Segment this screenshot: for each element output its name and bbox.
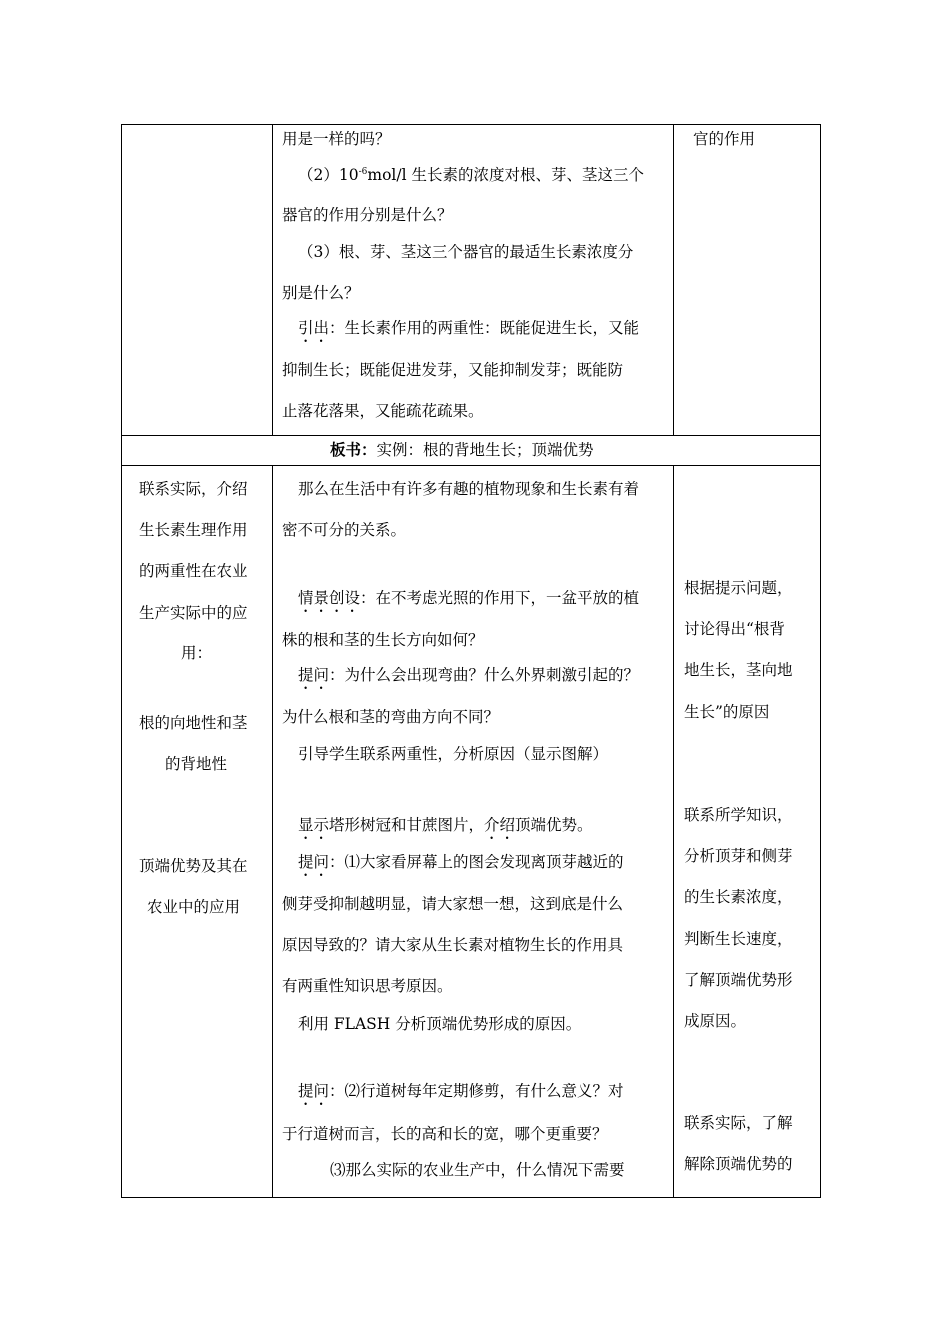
text-line: 原因导致的？请大家从生长素对植物生长的作用具: [282, 936, 624, 954]
board-summary: 板书：实例：根的背地生长；顶端优势: [330, 440, 594, 459]
text-line: 的生长素浓度，: [684, 888, 793, 906]
text-line: 顶端优势及其在: [139, 857, 248, 875]
text-line: 为什么根和茎的弯曲方向不同？: [282, 708, 500, 726]
text-line: 官的作用: [693, 130, 756, 148]
text-line: 根的向地性和茎: [139, 714, 248, 732]
text-line: 联系所学知识，: [684, 806, 793, 824]
text-line: 讨论得出“根背: [684, 620, 785, 638]
text-line: $(2)10^{-6}mol/l$ 生长素的浓度对根、芽、茎这三个: [298, 166, 644, 184]
text-line: 器官的作用分别是什么？: [282, 206, 453, 224]
text-line: 有两重性知识思考原因。: [282, 977, 453, 995]
text-line: 分析顶芽和侧芽: [684, 847, 793, 865]
text-line: 用是一样的吗？: [282, 130, 391, 148]
col-divider-3: [272, 465, 273, 1198]
text-line: 地生长，茎向地: [684, 661, 793, 679]
text-line: 止落花落果，又能疏花疏果。: [282, 402, 484, 420]
text-line: 株的根和茎的生长方向如何？: [282, 631, 484, 649]
text-line: 的背地性: [165, 755, 228, 773]
text-line: 于行道树而言，长的高和长的宽，哪个更重要？: [282, 1125, 608, 1143]
text-line: 提问：⑵行道树每年定期修剪，有什么意义？对: [298, 1082, 624, 1100]
text-line: 显示塔形树冠和甘蔗图片，介绍顶端优势。: [298, 816, 593, 834]
text-line: 判断生长速度，: [684, 930, 793, 948]
text-line: 引出：生长素作用的两重性：既能促进生长，又能: [298, 319, 640, 337]
text-line: 别是什么？: [282, 284, 360, 302]
text-line: 提问：为什么会出现弯曲？什么外界刺激引起的？: [298, 666, 640, 684]
text-line: 提问：⑴大家看屏幕上的图会发现离顶芽越近的: [298, 853, 624, 871]
col-divider-2: [673, 124, 674, 435]
row-divider-1: [121, 435, 821, 436]
text-line: 成原因。: [684, 1012, 747, 1030]
text-line: 生长素生理作用: [139, 521, 248, 539]
text-line: 利用 FLASH 分析顶端优势形成的原因。: [298, 1015, 582, 1033]
text-line: 密不可分的关系。: [282, 521, 407, 539]
col-divider-1: [272, 124, 273, 435]
col-divider-4: [673, 465, 674, 1198]
text-line: 用：: [181, 644, 213, 662]
text-line: 的两重性在农业: [139, 562, 248, 580]
text-line: 联系实际，了解: [684, 1114, 793, 1132]
text-line: 联系实际，介绍: [139, 480, 248, 498]
row-divider-2: [121, 465, 821, 466]
text-line: 生产实际中的应: [139, 604, 248, 622]
text-line: 根据提示问题，: [684, 579, 793, 597]
text-line: 情景创设：在不考虑光照的作用下，一盆平放的植: [298, 589, 640, 607]
text-line: 生长”的原因: [684, 703, 770, 721]
text-line: （3）根、芽、茎这三个器官的最适生长素浓度分: [298, 243, 634, 261]
text-line: 了解顶端优势形: [684, 971, 793, 989]
text-line: ⑶那么实际的农业生产中，什么情况下需要: [330, 1161, 625, 1179]
text-line: 解除顶端优势的: [684, 1155, 793, 1173]
text-line: 引导学生联系两重性，分析原因（显示图解）: [298, 745, 609, 763]
text-line: 抑制生长；既能促进发芽，又能抑制发芽；既能防: [282, 361, 624, 379]
text-line: 农业中的应用: [147, 898, 241, 916]
text-line: 侧芽受抑制越明显，请大家想一想，这到底是什么: [282, 895, 624, 913]
text-line: 那么在生活中有许多有趣的植物现象和生长素有着: [298, 480, 640, 498]
